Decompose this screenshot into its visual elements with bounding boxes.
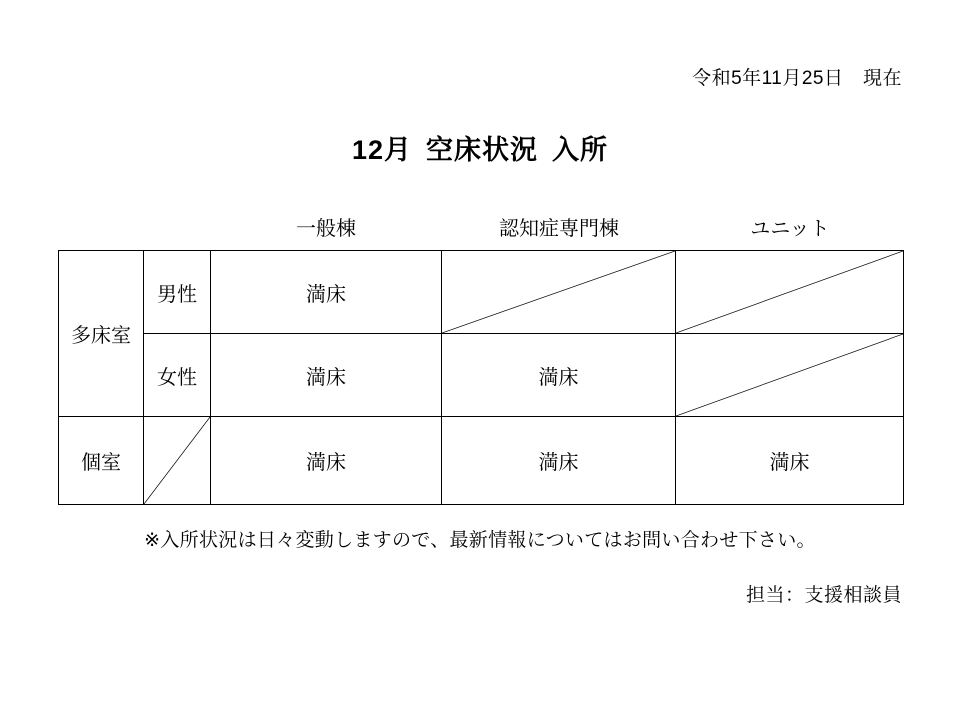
diagonal-slash-icon — [442, 251, 675, 333]
document-date: 令和5年11月25日 現在 — [692, 68, 902, 89]
title-main: 空床状況 — [426, 135, 539, 165]
table-row — [59, 334, 904, 417]
cell-female-general-ward: 満床 — [211, 334, 442, 417]
title-sub: 入所 — [552, 135, 609, 165]
diagonal-slash-icon — [676, 334, 903, 416]
column-header-dementia-ward: 認知症専門棟 — [499, 218, 619, 240]
cell-male-dementia-ward-unavailable — [442, 251, 676, 334]
cell-female-unit-unavailable — [676, 334, 904, 417]
contact-person: 担当：支援相談員 — [745, 585, 902, 606]
cell-private-room-gender-unavailable — [144, 417, 211, 505]
cell-female-dementia-ward: 満床 — [442, 334, 676, 417]
table-column-headers — [58, 212, 903, 242]
cell-private-general-ward: 満床 — [211, 417, 442, 505]
availability-note: ※入所状況は日々変動しますので、最新情報についてはお問い合わせ下さい。 — [144, 530, 816, 551]
cell-male-unit-unavailable — [676, 251, 904, 334]
row-header-male: 男性 — [144, 251, 211, 334]
row-header-multi-bed-room: 多床室 — [59, 251, 144, 417]
bed-availability-table — [58, 250, 904, 505]
table-row — [59, 417, 904, 505]
column-header-unit: ユニット — [750, 218, 830, 240]
table-row — [59, 251, 904, 334]
cell-private-dementia-ward: 満床 — [442, 417, 676, 505]
diagonal-slash-icon — [676, 251, 903, 333]
title-month: 12月 — [351, 135, 413, 165]
row-header-female: 女性 — [144, 334, 211, 417]
diagonal-slash-icon — [144, 417, 210, 504]
cell-male-general-ward: 満床 — [211, 251, 442, 334]
page-title — [0, 128, 960, 167]
cell-private-unit: 満床 — [676, 417, 904, 505]
column-header-general-ward: 一般棟 — [296, 218, 356, 240]
row-header-private-room: 個室 — [59, 417, 144, 505]
